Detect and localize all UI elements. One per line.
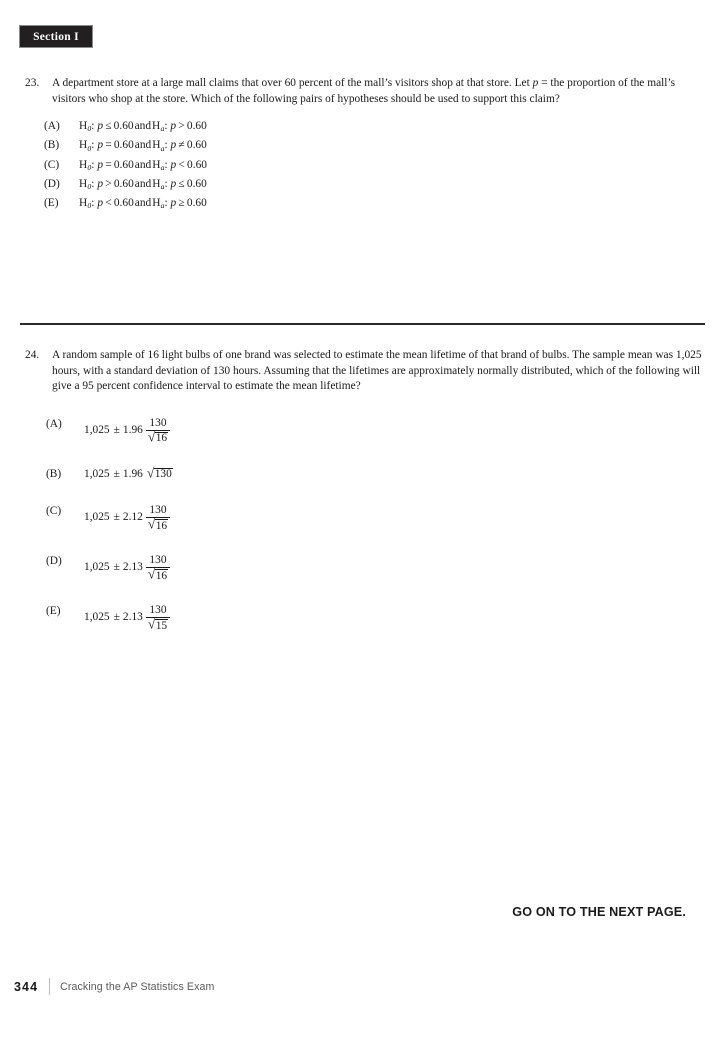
alt-hypothesis-symbol: H (152, 197, 161, 210)
null-hypothesis-symbol: H (79, 120, 88, 133)
null-operator: < (105, 197, 112, 210)
confidence-interval-expression (84, 554, 170, 583)
hypothesis-pair: $H_0$: p < 0.60andH$_a$: p ≥ 0.60 (79, 197, 207, 211)
null-value: 0.60 (113, 158, 134, 171)
critical-value: 2.13 (122, 561, 143, 574)
choice-body (84, 604, 708, 633)
question-text: A random sample of 16 light bulbs of one brand was selected to estimate the mean lifetime of that brand of bulbs. The sample mean was 1,025 hours, with a standard deviation of 130 hours. Assuming that the lifetimes are approximately normally distributed, which of the following will give a 95 percent confidence interval to estimate the mean lifetime? (52, 349, 702, 393)
hypothesis-pair: $H_0$: p ≤ 0.60andH$_a$: p > 0.60 (79, 120, 207, 134)
confidence-interval-expression (84, 467, 173, 483)
alt-hypothesis-symbol: H (152, 158, 161, 171)
alt-subscript: a (160, 162, 165, 172)
radicand: 130 (154, 468, 172, 481)
question-number: 23. (25, 77, 40, 89)
fraction-denominator (146, 617, 170, 632)
square-root (147, 429, 168, 445)
fraction-denominator (146, 567, 170, 582)
hypothesis-pair: $H_0$: p = 0.60andH$_a$: p < 0.60 (79, 158, 207, 172)
alt-operator: ≤ (178, 177, 185, 190)
choice-body (79, 177, 708, 195)
null-value: 0.60 (113, 139, 134, 152)
critical-value: 2.12 (122, 511, 143, 524)
critical-value: 1.96 (122, 467, 143, 480)
fraction-numerator: 130 (149, 553, 167, 566)
radicand: 16 (155, 432, 168, 445)
choice-item[interactable] (44, 119, 708, 137)
standard-error-fraction (146, 504, 170, 533)
conjunction: and (134, 139, 152, 152)
alt-subscript: a (160, 201, 165, 211)
alt-variable: p (170, 139, 177, 152)
alt-subscript: a (160, 143, 165, 153)
alt-hypothesis-symbol: H (152, 139, 161, 152)
alt-operator: > (178, 120, 185, 133)
choice-letter: (C) (46, 504, 62, 517)
alt-operator: ≠ (178, 139, 185, 152)
choice-item[interactable] (46, 504, 708, 533)
null-value: 0.60 (113, 120, 134, 133)
confidence-interval-expression (84, 504, 170, 533)
hypothesis-pair: $H_0$: p > 0.60andH$_a$: p ≤ 0.60 (79, 177, 207, 192)
radicand: 15 (155, 619, 168, 632)
radical-sign-icon: √ (147, 516, 156, 532)
choice-body (84, 417, 708, 446)
null-variable: p (97, 158, 104, 171)
sample-mean: 1,025 (84, 511, 110, 524)
choice-letter: (D) (46, 554, 62, 567)
standard-error-fraction (146, 554, 170, 583)
conjunction: and (134, 177, 152, 190)
alt-value: 0.60 (186, 120, 207, 133)
question-stem (25, 348, 708, 395)
alt-subscript: a (160, 124, 165, 134)
alt-variable: p (170, 197, 177, 210)
choice-item[interactable] (44, 158, 708, 176)
alt-subscript: a (160, 182, 165, 192)
null-operator: ≤ (105, 120, 112, 133)
alt-operator: ≥ (178, 197, 185, 210)
fraction-denominator (146, 430, 170, 445)
null-subscript: 0 (87, 124, 92, 134)
radical-sign-icon: √ (146, 465, 155, 481)
page-footer (14, 978, 214, 995)
null-variable: p (97, 139, 104, 152)
question-stem (25, 76, 708, 107)
footer-divider (49, 978, 50, 995)
standard-error-fraction (146, 417, 170, 446)
radical-sign-icon: √ (147, 616, 156, 632)
null-variable: p (97, 197, 104, 210)
fraction-numerator: 130 (149, 416, 167, 429)
question-text (52, 76, 708, 107)
plus-minus-symbol: ± (113, 611, 120, 624)
square-root (147, 616, 168, 632)
null-subscript: 0 (87, 201, 92, 211)
alt-value: 0.60 (186, 177, 207, 190)
choice-letter: (A) (44, 120, 60, 133)
null-value: 0.60 (113, 197, 134, 210)
null-variable: p (97, 177, 104, 190)
fraction-denominator (146, 517, 170, 532)
null-subscript: 0 (87, 182, 92, 192)
null-variable: p (97, 120, 104, 133)
book-title: Cracking the AP Statistics Exam (60, 980, 215, 993)
alt-variable: p (170, 158, 177, 171)
choice-letter: (E) (44, 197, 59, 210)
plus-minus-symbol: ± (113, 561, 120, 574)
alt-value: 0.60 (186, 139, 207, 152)
square-root (147, 516, 168, 532)
choice-body (79, 138, 708, 156)
choice-letter: (B) (44, 139, 60, 152)
choice-list-23 (25, 119, 708, 214)
alt-operator: < (178, 158, 185, 171)
alt-hypothesis-symbol: H (152, 120, 161, 133)
null-hypothesis-symbol: H (79, 177, 88, 190)
choice-list-24 (25, 417, 708, 633)
square-root (147, 566, 168, 582)
square-root (146, 465, 173, 481)
null-hypothesis-symbol: H (79, 197, 88, 210)
choice-item[interactable] (46, 554, 708, 583)
plus-minus-symbol: ± (113, 424, 120, 437)
question-block-24 (25, 348, 708, 654)
choice-item[interactable] (46, 417, 708, 446)
choice-body (79, 119, 708, 137)
go-on-notice: GO ON TO THE NEXT PAGE. (512, 905, 686, 919)
section-divider-rule (20, 323, 705, 325)
choice-body (84, 504, 708, 533)
conjunction: and (134, 120, 152, 133)
choice-letter: (D) (44, 177, 60, 190)
question-number: 24. (25, 349, 40, 361)
conjunction: and (134, 197, 152, 210)
question-block-23 (25, 76, 708, 215)
choice-item[interactable] (44, 138, 708, 156)
page-number: 344 (14, 979, 39, 994)
choice-item[interactable] (44, 196, 708, 214)
null-operator: = (105, 139, 112, 152)
null-hypothesis-symbol: H (79, 139, 88, 152)
null-operator: = (105, 158, 112, 171)
choice-letter: (C) (44, 158, 60, 171)
critical-value: 1.96 (122, 424, 143, 437)
sample-mean: 1,025 (84, 611, 110, 624)
hypothesis-pair: $H_0$: p = 0.60andH$_a$: p ≠ 0.60 (79, 139, 207, 153)
null-subscript: 0 (87, 162, 92, 172)
radical-sign-icon: √ (147, 429, 156, 445)
section-badge: Section I (20, 26, 92, 47)
choice-item[interactable] (46, 604, 708, 633)
null-hypothesis-symbol: H (79, 158, 88, 171)
sample-mean: 1,025 (84, 467, 110, 480)
question-text-part-1: A department store at a large mall claims that over 60 percent of the mall’s visitors shop at that store. Let (52, 77, 533, 89)
radicand: 16 (155, 569, 168, 582)
fraction-numerator: 130 (149, 604, 167, 617)
sample-mean: 1,025 (84, 424, 110, 437)
question-text-part-2: = the proportion of the mall’s visitors who shop at the store. Which of the following pairs of hypotheses should be used to support this claim? (52, 77, 676, 105)
plus-minus-symbol: ± (113, 467, 120, 480)
plus-minus-symbol: ± (113, 511, 120, 524)
alt-value: 0.60 (187, 158, 207, 171)
null-operator: > (105, 177, 112, 190)
radicand: 16 (155, 519, 168, 532)
alt-variable: p (170, 177, 177, 190)
conjunction: and (134, 158, 152, 171)
choice-letter: (E) (46, 605, 61, 618)
confidence-interval-expression (84, 604, 170, 633)
confidence-interval-expression (84, 417, 170, 446)
alt-value: 0.60 (186, 197, 207, 210)
choice-item[interactable] (46, 467, 708, 483)
choice-body (79, 196, 708, 214)
sample-mean: 1,025 (84, 561, 110, 574)
variable-p: p (532, 77, 539, 89)
null-subscript: 0 (87, 143, 92, 153)
fraction-numerator: 130 (149, 503, 167, 516)
choice-letter: (A) (46, 417, 62, 430)
radical-sign-icon: √ (147, 566, 156, 582)
null-value: 0.60 (113, 177, 134, 190)
choice-body (84, 554, 708, 583)
standard-error-fraction (146, 604, 170, 633)
alt-variable: p (170, 120, 177, 133)
choice-body (79, 158, 708, 176)
choice-item[interactable] (44, 177, 708, 195)
choice-body (84, 467, 708, 483)
alt-hypothesis-symbol: H (152, 177, 161, 190)
critical-value: 2.13 (122, 611, 143, 624)
choice-letter: (B) (46, 467, 62, 480)
